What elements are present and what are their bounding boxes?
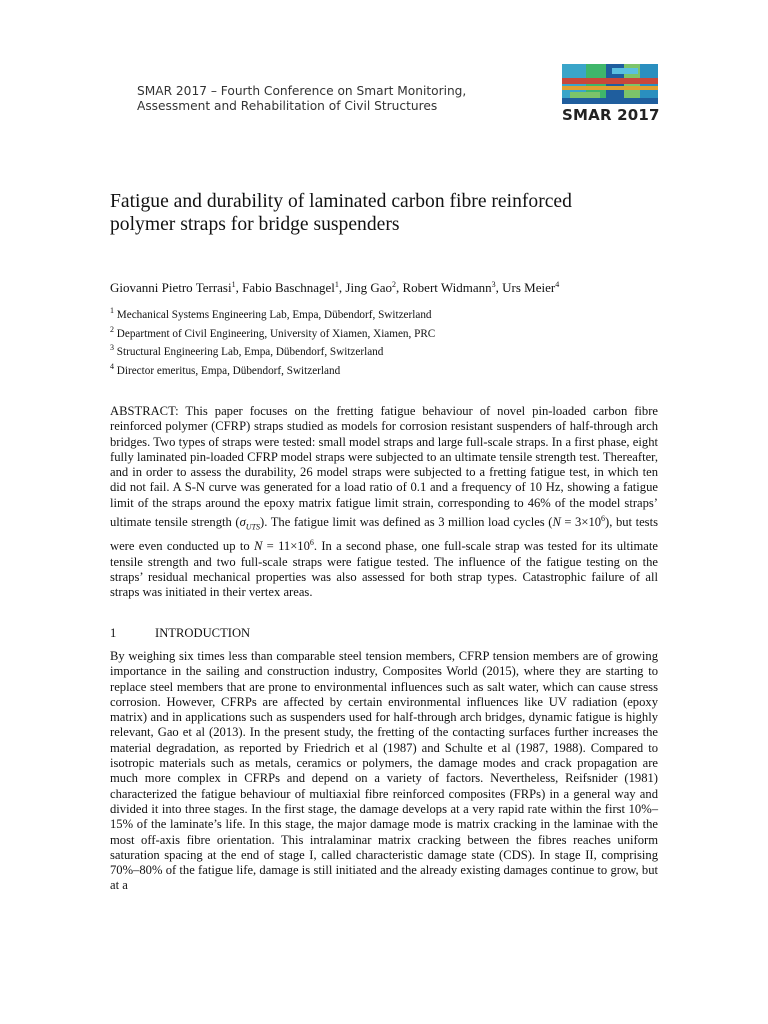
author-name: Robert Widmann <box>402 280 492 295</box>
author-name: Giovanni Pietro Terrasi <box>110 280 232 295</box>
n-symbol: N <box>253 539 263 554</box>
conference-line-2: Assessment and Rehabilitation of Civil Structures <box>137 99 438 113</box>
affiliation-number: 2 <box>110 324 114 334</box>
abstract-text: = 3×10 <box>560 515 602 530</box>
author-separator: , <box>495 280 503 295</box>
author-affiliation-mark: 4 <box>555 280 560 289</box>
introduction-paragraph: By weighing six times less than comparable steel tension members, CFRP tension members are of growing importance in the sailing and construction industry, Composites World (2015), where they are starting to replace steel members that are prone to environmental influences such as salt water, which can cause stress corrosion. However, CFRPs are affected by certain environmental influences like UV radiation (epoxy matrix) and in applications such as suspenders used for half-through arch bridges, dynamic fatigue is highly relevant, Gao et al (2013). In the present study, the fretting of the contacting surfaces further increases the material degradation, as reported by Friedrich et al (1987) and Schulte et al (1987, 1988). Compared to isotropic materials such as metals, ceramics or polymers, the damage modes and crack propagation are much more complex in CFRPs and depend on a variety of factors. Nevertheless, Reifsnider (1981) characterized the fatigue behaviour of multiaxial fibre reinforced composites (FRPs) in a general way and divided it into three stages. In the first stage, the damage develops at a very rapid rate within the first 10%–15% of the laminate’s life. In this stage, the major damage mode is matrix cracking in the laminae with the most off-axis fibre orientation. This intralaminar matrix cracking between the fibres reaches uniform saturation spacing at the end of stage I, called characteristic damage state (CDS). In stage II, comprising 70%–80% of the fatigue life, damage is still initiated and the already existing damages continue to grow, but at a <box>110 649 658 893</box>
smar-logo-text: SMAR 2017 <box>562 106 660 124</box>
author-affiliation-mark: 1 <box>334 280 339 289</box>
sigma-subscript: UTS <box>245 522 261 532</box>
affiliation-text: Department of Civil Engineering, University of Xiamen, Xiamen, PRC <box>114 327 436 340</box>
affiliation-item <box>110 341 435 360</box>
author-list <box>110 280 559 296</box>
affiliation-number: 1 <box>110 306 114 315</box>
author-separator: , <box>235 280 243 295</box>
affiliation-list <box>110 304 435 378</box>
section-heading <box>110 626 250 641</box>
affiliation-text: Structural Engineering Lab, Empa, Dübendorf, Switzerland <box>114 346 384 358</box>
affiliation-item <box>110 304 435 323</box>
author-affiliation-mark: 1 <box>231 280 236 289</box>
affiliation-number: 4 <box>110 361 114 371</box>
author-separator: , <box>396 280 403 295</box>
author-name: Fabio Baschnagel <box>242 280 335 295</box>
exponent: 6 <box>309 538 314 548</box>
conference-line-1: SMAR 2017 – Fourth Conference on Smart Monitoring, <box>137 84 467 98</box>
abstract-text: = 11×10 <box>262 539 310 554</box>
section-title: INTRODUCTION <box>155 626 251 640</box>
affiliation-item <box>110 360 435 379</box>
author-name: Jing Gao <box>345 280 392 295</box>
abstract-text: ), but tests were even conducted up to <box>110 515 658 554</box>
affiliation-text: Mechanical Systems Engineering Lab, Empa, Dübendorf, Switzerland <box>114 309 432 321</box>
title-line-2: polymer straps for bridge suspenders <box>110 214 400 235</box>
author-name: Urs Meier <box>502 280 556 295</box>
exponent: 6 <box>601 514 606 524</box>
affiliation-number: 3 <box>110 343 114 352</box>
author-separator: , <box>338 280 346 295</box>
abstract-text: . In a second phase, one full-scale strap was tested for its ultimate tensile strength and two full-scale straps were fatigue tested. The influence of the fatigue testing on the straps’ residual mechanical properties was also assessed for both strap types. Catastrophic failure of all straps was initiated in their vertex areas. <box>110 539 658 600</box>
introduction-body <box>110 649 658 894</box>
author-affiliation-mark: 2 <box>392 280 396 289</box>
sigma-symbol: σ <box>239 515 246 530</box>
affiliation-item <box>110 323 435 342</box>
affiliation-text: Director emeritus, Empa, Dübendorf, Switzerland <box>114 364 341 377</box>
abstract-text: ). The fatigue limit was defined as 3 million load cycles ( <box>260 515 553 530</box>
conference-header <box>137 84 466 114</box>
title-line-1: Fatigue and durability of laminated carbon fibre reinforced <box>110 191 572 212</box>
section-number: 1 <box>110 626 117 640</box>
abstract-paragraph <box>110 404 658 600</box>
abstract-text: ABSTRACT: This paper focuses on the fretting fatigue behaviour of novel pin-loaded carbon fibre reinforced polymer (CFRP) straps studied as models for corrosion resistant suspenders of half-through arch bridges. Two types of straps were tested: small model straps and large full-scale straps. In a first phase, eight fully laminated pin-loaded CFRP model straps were subjected to an ultimate tensile strength test. Thereafter, and in order to assess the durability, 26 model straps were subjected to a fretting fatigue test, in which ten did not fail. A S-N curve was generated for a load ratio of 0.1 and a frequency of 10 Hz, showing a fatigue limit of the straps around the epoxy matrix fatigue limit strain, corresponding to 46% of the model straps’ ultimate tensile strength ( <box>110 404 658 530</box>
n-symbol: N <box>552 515 561 530</box>
paper-title <box>110 190 670 236</box>
author-affiliation-mark: 3 <box>491 280 496 289</box>
abstract <box>110 404 658 600</box>
